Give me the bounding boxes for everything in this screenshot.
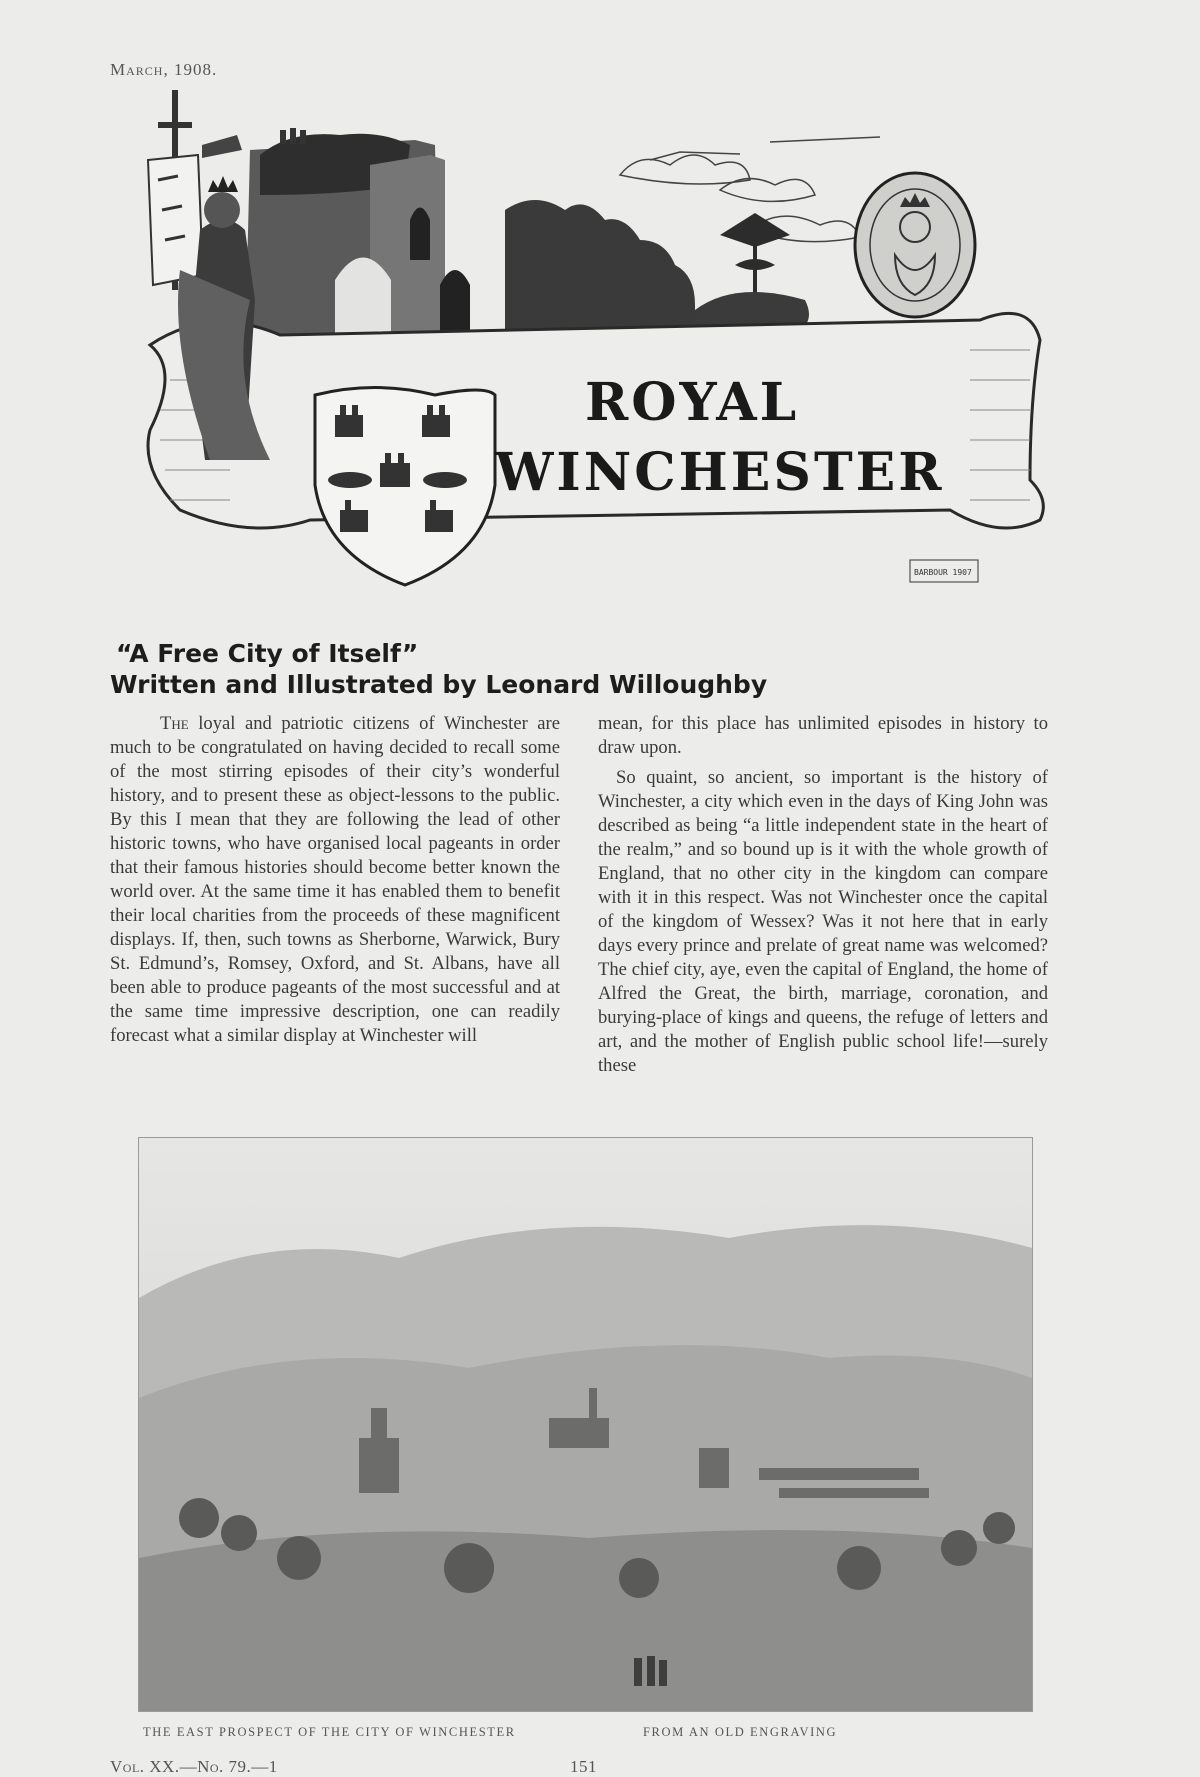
paragraph-1-text: loyal and patriotic citizens of Winchester are much to be congratulated on having decided to recall some of the most stirring episodes of their city’s wonderful history, and to present these as object-lessons to the public. By this I mean that they are following the lead of other historic towns, who have organised local pageants in order that their famous histories should become better known the world over. At the same time it has enabled them to benefit their local charities from the proceeds of these magnificent displays. If, then, such towns as Sherborne, Warwick, Bury St. Edmund’s, Romsey, Oxford, and St. Albans, have all been able to produce pageants of the most successful and at the same time impressive description, one can readily forecast what a similar display at Winchester will <box>110 713 560 1046</box>
issue-date: March, 1908. <box>110 60 218 79</box>
tree-mass <box>505 200 695 345</box>
artist-signature: BARBOUR 1907 <box>914 568 972 577</box>
paragraph-continued: mean, for this place has unlimited episodes in history to draw upon. <box>598 713 1048 758</box>
drop-word: The <box>160 713 189 734</box>
headline-title: “A Free City of Itself” <box>116 639 419 668</box>
title-royal: ROYAL <box>585 372 800 433</box>
plate-caption-source: FROM AN OLD ENGRAVING <box>643 1725 838 1739</box>
winchester-prospect-engraving <box>139 1138 1032 1711</box>
paragraph-2: So quaint, so ancient, so important is the history of Winchester, a city which even in the days of King John was described as being “a little independent state in the heart of the realm,” and so bound up is it with the whole growth of England, that no other city in the kingdom can compare with it in this respect. Was not Winchester once the capital of the kingdom of Wessex? Was it not here that in early days every prince and prelate of great name was welcomed? The chief city, aye, even the capital of England, the home of Alfred the Great, the birth, marriage, coronation, and burying-place of kings and queens, the refuge of letters and art, and the mother of English public school life!—surely these <box>598 767 1048 1076</box>
article-headline <box>110 638 1070 700</box>
gatehouse-ruin <box>245 128 470 360</box>
header-illustration <box>110 80 1060 590</box>
engraving-plate <box>138 1137 1033 1712</box>
royal-seal <box>855 173 975 317</box>
plate-caption-title: THE EAST PROSPECT OF THE CITY OF WINCHESTER <box>143 1725 516 1739</box>
title-winchester: WINCHESTER <box>495 442 945 503</box>
paragraph-1 <box>110 712 560 1048</box>
article-column-right <box>598 712 1048 1078</box>
page-number: 151 <box>570 1757 597 1776</box>
article-column-left <box>110 712 560 1048</box>
headline-byline: Written and Illustrated by Leonard Willoughby <box>110 670 768 699</box>
coat-of-arms-shield <box>315 388 495 586</box>
volume-number: Vol. XX.—No. 79.—1 <box>110 1757 278 1776</box>
